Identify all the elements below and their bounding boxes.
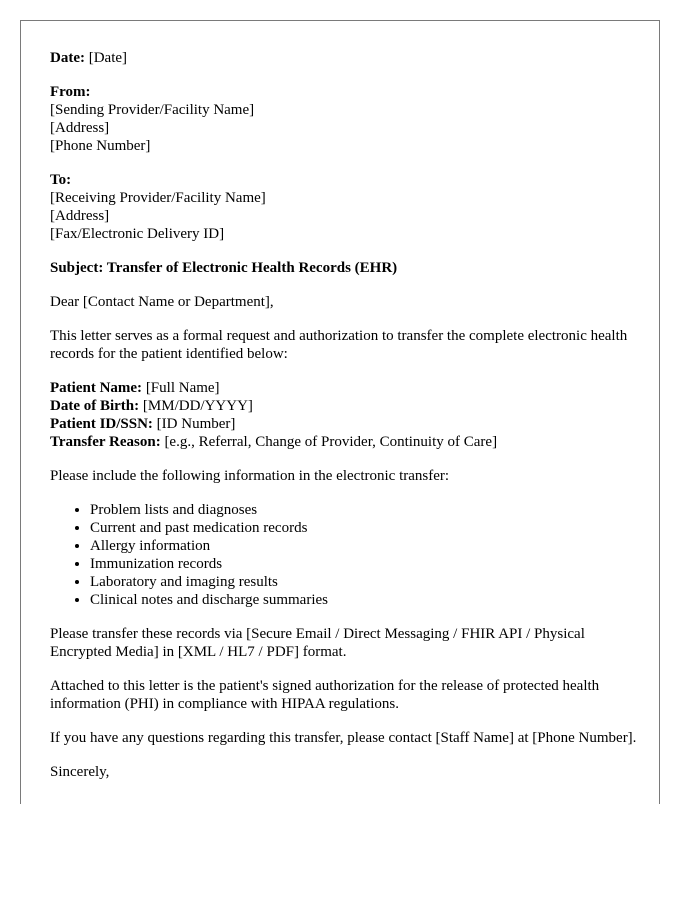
letter-content [50, 49, 640, 797]
list-item: • Problem lists and diagnoses [90, 501, 640, 519]
subject-line [50, 259, 640, 277]
date-value: [Date] [88, 50, 128, 66]
to-provider-name: [Receiving Provider/Facility Name] [50, 190, 266, 206]
list-item: • Allergy information [90, 537, 640, 555]
list-item: • Immunization records [90, 555, 640, 573]
patient-dob-value: [MM/DD/YYYY] [142, 398, 253, 414]
authorization-paragraph: Attached to this letter is the patient's signed authorization for the release of protected health information (PHI) in compliance with HIPAA regulations. [50, 678, 600, 712]
patient-name-value: [Full Name] [145, 380, 220, 396]
intro-paragraph: This letter serves as a formal request and authorization to transfer the complete electronic health records for the patient identified below: [50, 328, 628, 362]
patient-id-value: [ID Number] [156, 416, 236, 432]
transfer-reason-label: Transfer Reason: [50, 434, 161, 450]
include-intro: Please include the following information in the electronic transfer: [50, 468, 450, 484]
patient-id-line [50, 415, 640, 433]
transfer-reason-line [50, 433, 640, 451]
letter-page [20, 20, 660, 804]
patient-name-label: Patient Name: [50, 380, 143, 396]
salutation: Dear [Contact Name or Department], [50, 294, 274, 310]
transfer-method-paragraph: Please transfer these records via [Secure Email / Direct Messaging / FHIR API / Physical Encrypted Media] in [XML / HL7 / PDF] format. [50, 626, 585, 660]
patient-dob-line [50, 397, 640, 415]
list-item: • Current and past medication records [90, 519, 640, 537]
from-label: From: [50, 84, 91, 100]
to-delivery-id: [Fax/Electronic Delivery ID] [50, 226, 225, 242]
subject-text: Subject: Transfer of Electronic Health Records (EHR) [50, 260, 398, 276]
to-block [50, 171, 640, 243]
patient-info-block [50, 379, 640, 451]
from-phone: [Phone Number] [50, 138, 151, 154]
closing: Sincerely, [50, 764, 110, 780]
patient-dob-label: Date of Birth: [50, 398, 140, 414]
to-label: To: [50, 172, 72, 188]
from-block [50, 83, 640, 155]
date-line [50, 49, 640, 67]
contact-paragraph: If you have any questions regarding this transfer, please contact [Staff Name] at [Phone Number]. [50, 730, 637, 746]
list-item: • Laboratory and imaging results [90, 573, 640, 591]
date-label: Date: [50, 50, 85, 66]
patient-name-line [50, 379, 640, 397]
list-item: • Clinical notes and discharge summaries [90, 591, 640, 609]
to-address: [Address] [50, 208, 110, 224]
transfer-reason-value: [e.g., Referral, Change of Provider, Continuity of Care] [164, 434, 498, 450]
include-list [50, 501, 640, 609]
patient-id-label: Patient ID/SSN: [50, 416, 153, 432]
from-provider-name: [Sending Provider/Facility Name] [50, 102, 255, 118]
from-address: [Address] [50, 120, 110, 136]
